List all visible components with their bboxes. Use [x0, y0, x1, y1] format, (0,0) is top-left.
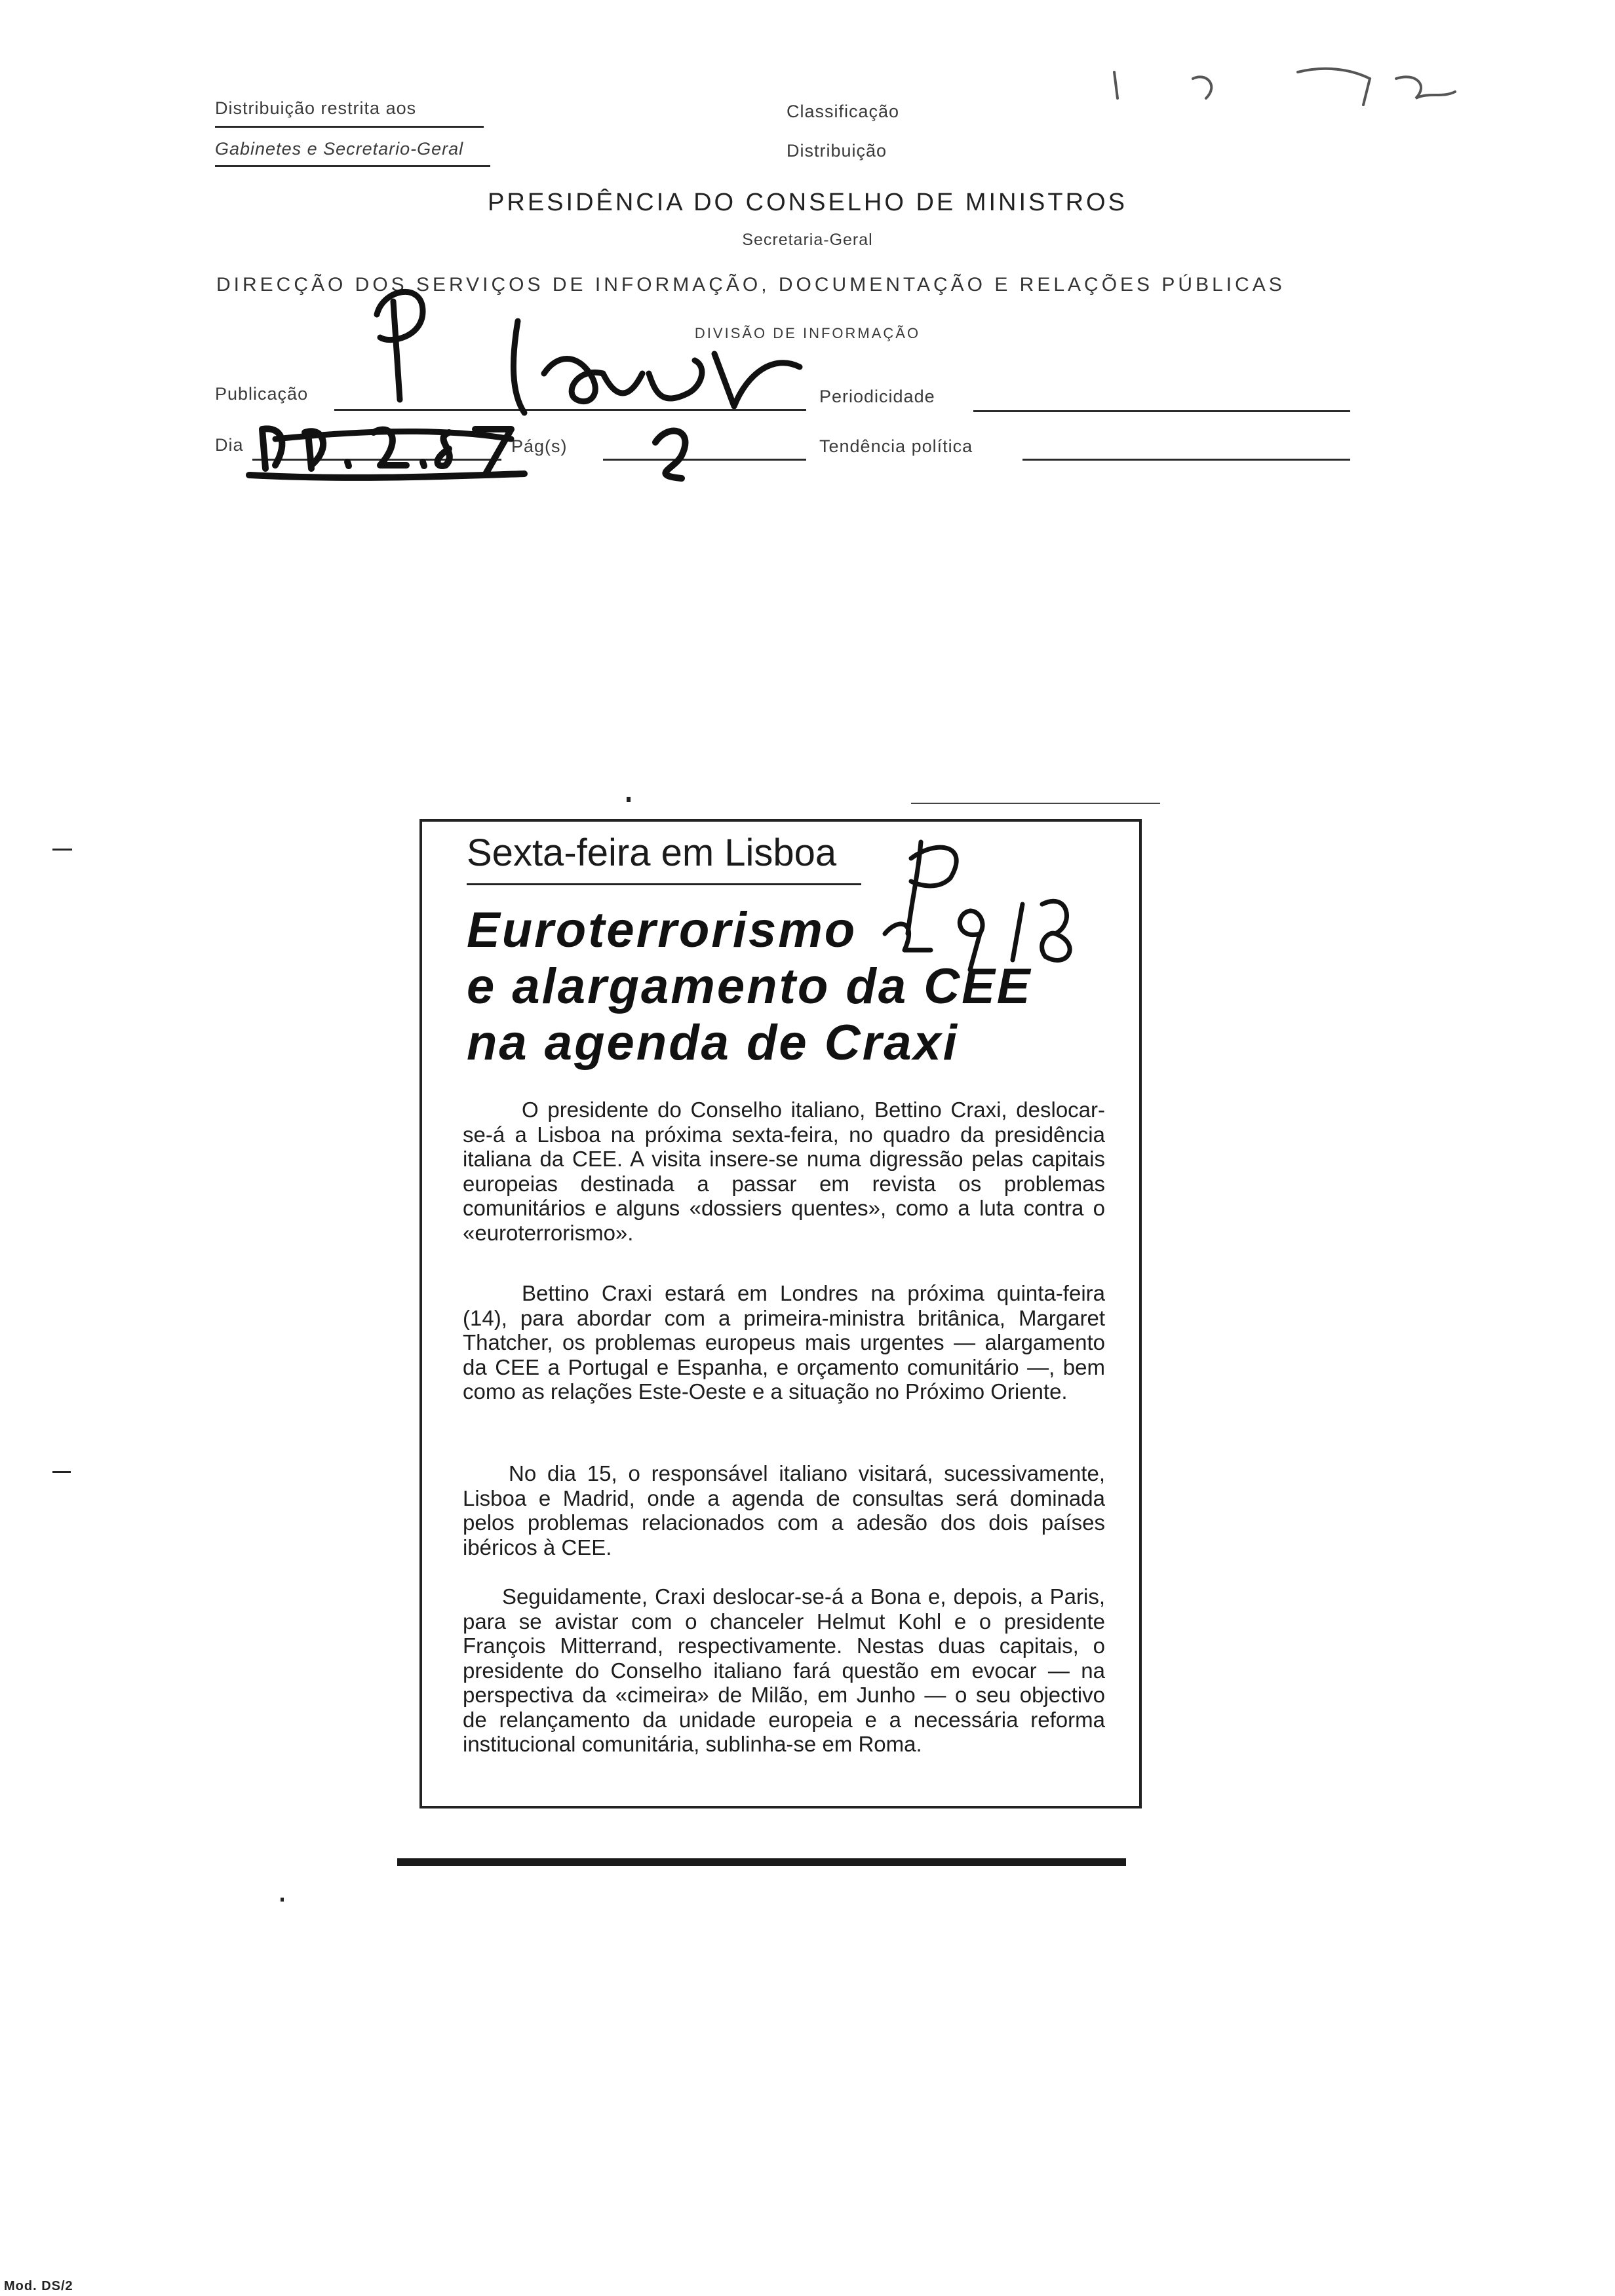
institution-title: PRESIDÊNCIA DO CONSELHO DE MINISTROS	[488, 189, 1127, 216]
distribution-label: Distribuição	[787, 141, 887, 161]
division-label: DIVISÃO DE INFORMAÇÃO	[694, 325, 921, 341]
scan-mark	[52, 849, 72, 851]
article-paragraph-1: O presidente do Conselho italiano, Bettino Craxi, deslocar-se-á a Lisboa na próxima sexta-feira, no quadro da presidência italiana da CEE. A visita insere-se numa digressão pelas capitais europeias destinada a passar em revista os problemas comunitários e alguns «dossiers quentes», como a luta contra o «euroterrorismo».	[463, 1098, 1105, 1245]
classification-label: Classificação	[787, 102, 900, 121]
article-headline-line-3: na agenda de Craxi	[467, 1015, 959, 1071]
directorate-label: DIRECÇÃO DOS SERVIÇOS DE INFORMAÇÃO, DOCUMENTAÇÃO E RELAÇÕES PÚBLICAS	[216, 274, 1285, 296]
periodicity-field-line	[973, 410, 1350, 412]
scan-mark	[627, 797, 631, 802]
article-paragraph-2: Bettino Craxi estará em Londres na próxima quinta-feira (14), para abordar com a primeira-ministra britânica, Margaret Thatcher, os problemas europeus mais urgentes — alargamento da CEE a Portugal e Espanha, e orçamento comunitário —, bem como as relações Este-Oeste e a situação no Próximo Oriente.	[463, 1281, 1105, 1404]
cabinets-label: Gabinetes e Secretario-Geral	[215, 139, 464, 159]
political-tendency-label: Tendência política	[819, 436, 973, 456]
header-rule	[215, 165, 490, 167]
pages-label: Pág(s)	[511, 436, 568, 456]
tendency-field-line	[1022, 459, 1350, 461]
clipping-top-edge	[911, 803, 1160, 804]
section-underline	[467, 883, 861, 885]
periodicity-label: Periodicidade	[819, 387, 935, 406]
clipping-bottom-bar	[397, 1858, 1126, 1866]
article-paragraph-3: No dia 15, o responsável italiano visitará, sucessivamente, Lisboa e Madrid, onde a agenda de consultas será dominada pelos problemas relacionados com a adesão dos dois países ibéricos à CEE.	[463, 1461, 1105, 1559]
secretariat-label: Secretaria-Geral	[742, 231, 873, 249]
scan-mark	[281, 1898, 284, 1902]
handwritten-top-right-mark	[1088, 52, 1481, 124]
publication-label: Publicação	[215, 384, 309, 404]
article-paragraph-4: Seguidamente, Craxi deslocar-se-á a Bona e, depois, a Paris, para se avistar com o chanceler Helmut Kohl e o presidente François Mitterrand, respectivamente. Nestas duas capitais, o presidente do Conselho italiano fará questão em evocar — na perspectiva da «cimeira» de Milão, em Junho — o seu objectivo de relançamento da unidade europeia e a necessária reforma institucional comunitária, sublinha-se em Roma.	[463, 1584, 1105, 1756]
article-headline-line-2: e alargamento da CEE	[467, 959, 1032, 1014]
article-section-heading: Sexta-feira em Lisboa	[467, 832, 837, 874]
distribution-restricted-label: Distribuição restrita aos	[215, 98, 417, 118]
handwritten-article-note	[872, 819, 1147, 1029]
day-label: Dia	[215, 435, 244, 455]
handwritten-date-and-page	[249, 403, 839, 495]
header-rule	[215, 126, 484, 128]
scan-mark	[52, 1471, 71, 1473]
article-headline-line-1: Euroterrorismo	[467, 902, 857, 958]
form-code-label: Mod. DS/2	[4, 2279, 73, 2293]
